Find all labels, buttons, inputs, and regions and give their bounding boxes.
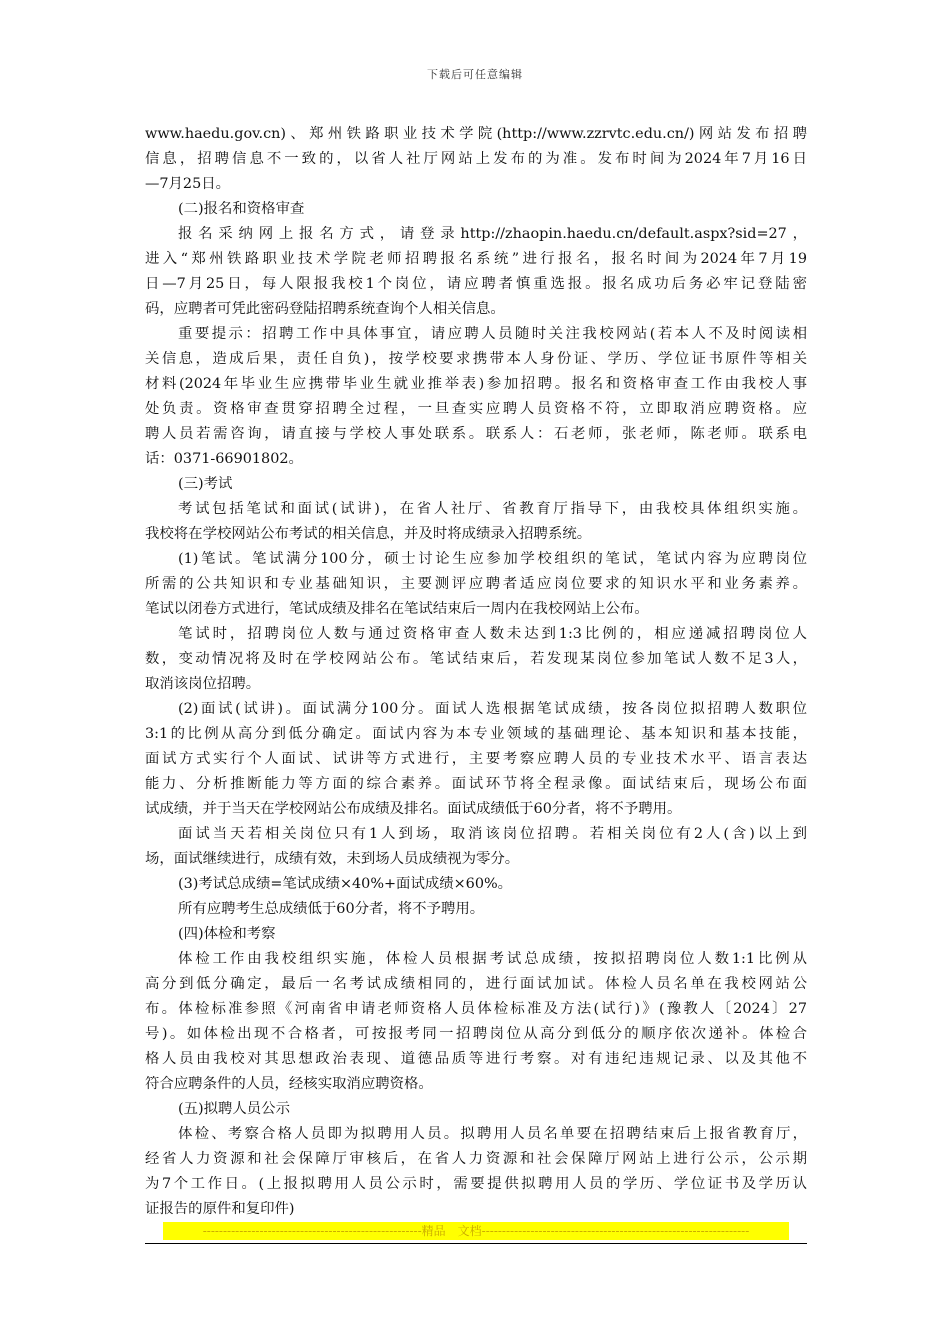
text-line: 体检、考察合格人员即为拟聘用人员。拟聘用人员名单要在招聘结束后上报省教育厅， xyxy=(178,1126,807,1142)
text-line: 聘人员若需咨询，请直接与学校人事处联系。联系人：石老师，张老师，陈老师。联系电 xyxy=(145,426,807,442)
text-line: 能力、分析推断能力等方面的综合素养。面试环节将全程录像。面试结束后，现场公布面 xyxy=(145,776,807,792)
text-line: 取消该岗位招聘。 xyxy=(145,676,261,692)
section-heading: (三)考试 xyxy=(178,476,233,492)
text-line: 报名采纳网上报名方式，请登录http://zhaopin.haedu.cn/default.aspx?sid=27， xyxy=(178,226,807,242)
text-line: 所有应聘考生总成绩低于60分者，将不予聘用。 xyxy=(178,901,485,917)
text-line: 试成绩，并于当天在学校网站公布成绩及排名。面试成绩低于60分者，将不予聘用。 xyxy=(145,801,682,817)
text-line: 考试包括笔试和面试(试讲)，在省人社厅、省教育厅指导下，由我校具体组织实施。 xyxy=(178,501,807,517)
text-line: 符合应聘条件的人员，经核实取消应聘资格。 xyxy=(145,1076,433,1092)
footer-banner: ------------------------------------------------------精品 文档------------------------------------------------------------------ xyxy=(163,1222,789,1240)
text-line: (2)面试(试讲)。面试满分100分。面试人选根据笔试成绩，按各岗位拟招聘人数职位 xyxy=(178,701,807,717)
text-line: (1)笔试。笔试满分100分，硕士讨论生应参加学校组织的笔试，笔试内容为应聘岗位 xyxy=(178,551,807,567)
text-line: 布。体检标准参照《河南省申请老师资格人员体检标准及方法(试行)》(豫教人〔2024〕27 xyxy=(145,1001,807,1017)
text-line: 数，变动情况将及时在学校网站公布。笔试结束后，若发现某岗位参加笔试人数不足3人， xyxy=(145,651,807,667)
section-heading: (二)报名和资格审查 xyxy=(178,201,305,217)
text-line: 笔试时，招聘岗位人数与通过资格审查人数未达到1:3比例的，相应递减招聘岗位人 xyxy=(178,626,807,642)
text-line: 所需的公共知识和专业基础知识，主要测评应聘者适应岗位要求的知识水平和业务素养。 xyxy=(145,576,807,592)
text-line: 格人员由我校对其思想政治表现、道德品质等进行考察。对有违纪违规记录、以及其他不 xyxy=(145,1051,807,1067)
section-heading: (五)拟聘人员公示 xyxy=(178,1101,290,1117)
text-line: 处负责。资格审查贯穿招聘全过程，一旦查实应聘人员资格不符，立即取消应聘资格。应 xyxy=(145,401,807,417)
text-line: 体检工作由我校组织实施，体检人员根据考试总成绩，按拟招聘岗位人数1:1比例从 xyxy=(178,951,807,967)
text-line: 高分到低分确定，最后一名考试成绩相同的，进行面试加试。体检人员名单在我校网站公 xyxy=(145,976,807,992)
text-line: —7月25日。 xyxy=(145,176,231,192)
text-line: 笔试以闭卷方式进行，笔试成绩及排名在笔试结束后一周内在我校网站上公布。 xyxy=(145,601,649,617)
footer-rule xyxy=(145,1243,807,1244)
text-line: 码，应聘者可凭此密码登陆招聘系统查询个人相关信息。 xyxy=(145,301,505,317)
text-line: 话：0371-66901802。 xyxy=(145,451,303,467)
section-heading: (四)体检和考察 xyxy=(178,926,276,942)
text-line: (3)考试总成绩=笔试成绩×40%+面试成绩×60%。 xyxy=(178,876,513,892)
text-line: 关信息，造成后果，责任自负)，按学校要求携带本人身份证、学历、学位证书原件等相关 xyxy=(145,351,807,367)
document-body xyxy=(145,122,807,1222)
text-line: 面试方式实行个人面试、试讲等方式进行，主要考察应聘人员的专业技术水平、语言表达 xyxy=(145,751,807,767)
text-line: 3:1的比例从高分到低分确定。面试内容为本专业领域的基础理论、基本知识和基本技能， xyxy=(145,726,807,742)
text-line: 为7个工作日。(上报拟聘用人员公示时，需要提供拟聘用人员的学历、学位证书及学历认 xyxy=(145,1176,807,1192)
text-line: 场，面试继续进行，成绩有效，未到场人员成绩视为零分。 xyxy=(145,851,520,867)
text-line: 我校将在学校网站公布考试的相关信息，并及时将成绩录入招聘系统。 xyxy=(145,526,592,542)
text-line: 材料(2024年毕业生应携带毕业生就业推举表)参加招聘。报名和资格审查工作由我校人事 xyxy=(145,376,807,392)
text-line: www.haedu.gov.cn)、郑州铁路职业技术学院(http://www.zzrvtc.edu.cn/)网站发布招聘 xyxy=(145,126,807,142)
text-line: 日—7月25日，每人限报我校1个岗位，请应聘者慎重选报。报名成功后务必牢记登陆密 xyxy=(145,276,807,292)
text-line: 号)。如体检出现不合格者，可按报考同一招聘岗位从高分到低分的顺序依次递补。体检合 xyxy=(145,1026,807,1042)
text-line: 信息，招聘信息不一致的，以省人社厅网站上发布的为准。发布时间为2024年7月16日 xyxy=(145,151,807,167)
text-line: 证报告的原件和复印件) xyxy=(145,1201,295,1217)
text-line: 面试当天若相关岗位只有1人到场，取消该岗位招聘。若相关岗位有2人(含)以上到 xyxy=(178,826,807,842)
text-line: 经省人力资源和社会保障厅审核后，在省人力资源和社会保障厅网站上进行公示，公示期 xyxy=(145,1151,807,1167)
text-line: 重要提示：招聘工作中具体事宜，请应聘人员随时关注我校网站(若本人不及时阅读相 xyxy=(178,326,807,342)
page-header: 下载后可任意编辑 xyxy=(427,68,523,81)
text-line: 进入“郑州铁路职业技术学院老师招聘报名系统”进行报名，报名时间为2024年7月19 xyxy=(145,251,807,267)
